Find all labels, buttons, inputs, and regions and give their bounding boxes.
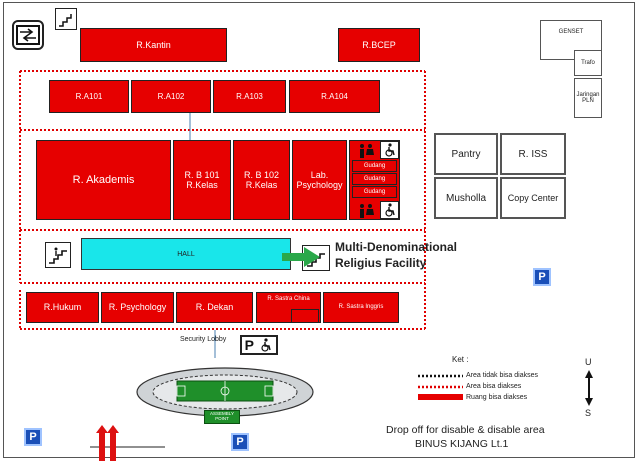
room-akademis: R. Akademis xyxy=(36,140,171,220)
room-gudang-1: Gudang xyxy=(352,160,397,172)
legend-title: Ket : xyxy=(452,355,469,364)
room-bcep: R.BCEP xyxy=(338,28,420,62)
room-sastra-inggris: R. Sastra Inggris xyxy=(323,292,399,323)
compass-arrow-icon xyxy=(584,370,594,406)
compass-north: U xyxy=(585,357,592,367)
restroom-icon xyxy=(356,143,376,159)
room-trafo: Trafo xyxy=(574,50,602,76)
wheelchair-icon xyxy=(380,201,399,219)
room-genset: GENSET xyxy=(540,20,602,60)
room-iss: R. ISS xyxy=(500,133,566,175)
room-b101: R. B 101 R.Kelas xyxy=(173,140,231,220)
legend-item-accessible-room: Ruang bisa diakses xyxy=(466,394,528,401)
room-sastra-china: R. Sastra China xyxy=(256,292,321,323)
parking-icon: P xyxy=(24,428,42,446)
legend-item-accessible-area: Area bisa diakses xyxy=(466,383,522,390)
room-copy-center: Copy Center xyxy=(500,177,566,219)
multi-faith-label-2: Religius Facility xyxy=(335,256,427,270)
room-gudang-2: Gudang xyxy=(352,173,397,185)
legend-swatches xyxy=(417,372,465,412)
room-pantry: Pantry xyxy=(434,133,498,175)
disabled-parking-icon xyxy=(240,335,278,355)
exit-icon xyxy=(12,20,44,50)
parking-letter: P xyxy=(244,337,254,353)
arrow-right-icon xyxy=(282,247,322,267)
room-a103: R.A103 xyxy=(213,80,286,113)
room-a101: R.A101 xyxy=(49,80,129,113)
stairs-icon xyxy=(55,8,77,30)
room-dekan: R. Dekan xyxy=(176,292,253,323)
restroom-icon xyxy=(356,203,376,219)
entrance-arrow-icon xyxy=(96,425,120,461)
wheelchair-icon xyxy=(380,141,399,159)
room-a102: R.A102 xyxy=(131,80,211,113)
stairs-icon xyxy=(45,242,71,268)
security-lobby-label: Security Lobby xyxy=(180,336,227,343)
multi-faith-label-1: Multi-Denominational xyxy=(335,240,457,254)
room-b102: R. B 102 R.Kelas xyxy=(233,140,290,220)
drop-off-label: Drop off for disable & disable area xyxy=(386,424,545,436)
building-label: BINUS KIJANG Lt.1 xyxy=(415,438,509,450)
assembly-point: ASSEMBLY POINT xyxy=(204,410,240,424)
room-gudang-3: Gudang xyxy=(352,186,397,198)
room-hall: HALL xyxy=(81,238,291,270)
room-small-annex xyxy=(291,309,319,323)
room-psychology: R. Psychology xyxy=(101,292,174,323)
room-hukum: R.Hukum xyxy=(26,292,99,323)
parking-icon: P xyxy=(231,433,249,451)
room-lab-psychology: Lab. Psychology xyxy=(292,140,347,220)
room-panel: Jaringan PLN xyxy=(574,78,602,118)
room-musholla: Musholla xyxy=(434,177,498,219)
parking-icon: P xyxy=(533,268,551,286)
legend-item-inaccessible: Area tidak bisa diakses xyxy=(466,372,538,379)
room-a104: R.A104 xyxy=(289,80,380,113)
compass-south: S xyxy=(585,408,592,418)
room-kantin: R.Kantin xyxy=(80,28,227,62)
